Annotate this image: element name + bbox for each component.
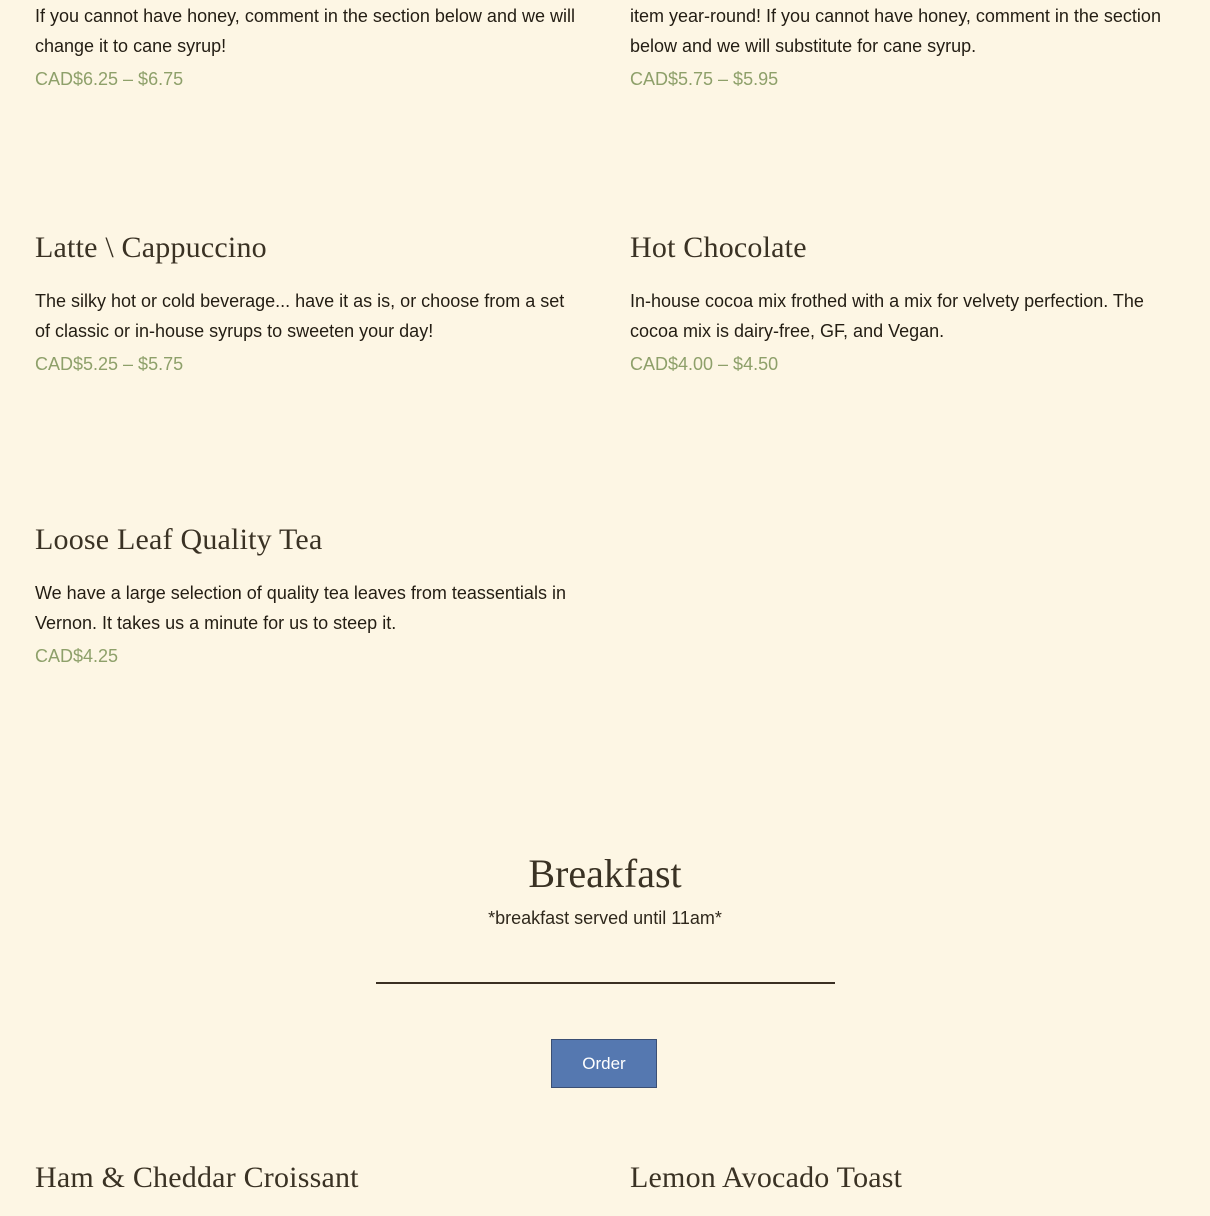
menu-item-seasonal-drink xyxy=(630,1,1175,92)
menu-item-ham-cheddar-croissant xyxy=(35,1158,580,1216)
section-divider xyxy=(376,982,835,984)
item-description: If you cannot have honey, comment in the section below and we will change it to cane syrup! xyxy=(35,6,575,56)
section-title: Breakfast xyxy=(528,851,682,896)
item-title: Latte \ Cappuccino xyxy=(35,231,267,264)
item-description: We have a large selection of quality tea leaves from teassentials in Vernon. It takes us a minute for us to steep it. xyxy=(35,583,566,633)
item-price: CAD$4.00 – $4.50 xyxy=(630,354,779,374)
item-price: CAD$4.25 xyxy=(35,646,119,666)
menu-item-loose-leaf-tea xyxy=(35,520,580,669)
order-button[interactable]: Order xyxy=(551,1039,657,1088)
menu-item-lemon-avocado-toast xyxy=(630,1158,1175,1216)
item-title: Lemon Avocado Toast xyxy=(630,1161,903,1194)
item-description: The silky hot or cold beverage... have it as is, or choose from a set of classic or in-house syrups to sweeten your day! xyxy=(35,291,565,341)
item-price: CAD$5.25 – $5.75 xyxy=(35,354,184,374)
item-title: Hot Chocolate xyxy=(630,231,807,264)
item-title: Ham & Cheddar Croissant xyxy=(35,1161,359,1194)
menu-item-hot-chocolate xyxy=(630,228,1175,377)
item-title: Loose Leaf Quality Tea xyxy=(35,523,323,556)
breakfast-section-header xyxy=(0,848,1210,930)
item-description: item year-round! If you cannot have honey, comment in the section below and we will substitute for cane syrup. xyxy=(630,6,1161,56)
menu-item-latte xyxy=(35,228,580,377)
item-description: In-house cocoa mix frothed with a mix for velvety perfection. The cocoa mix is dairy-free, GF, and Vegan. xyxy=(630,291,1144,341)
menu-item-honey-drink xyxy=(35,1,580,92)
item-price: CAD$5.75 – $5.95 xyxy=(630,69,779,89)
item-price: CAD$6.25 – $6.75 xyxy=(35,69,184,89)
section-subtitle: *breakfast served until 11am* xyxy=(488,908,722,928)
